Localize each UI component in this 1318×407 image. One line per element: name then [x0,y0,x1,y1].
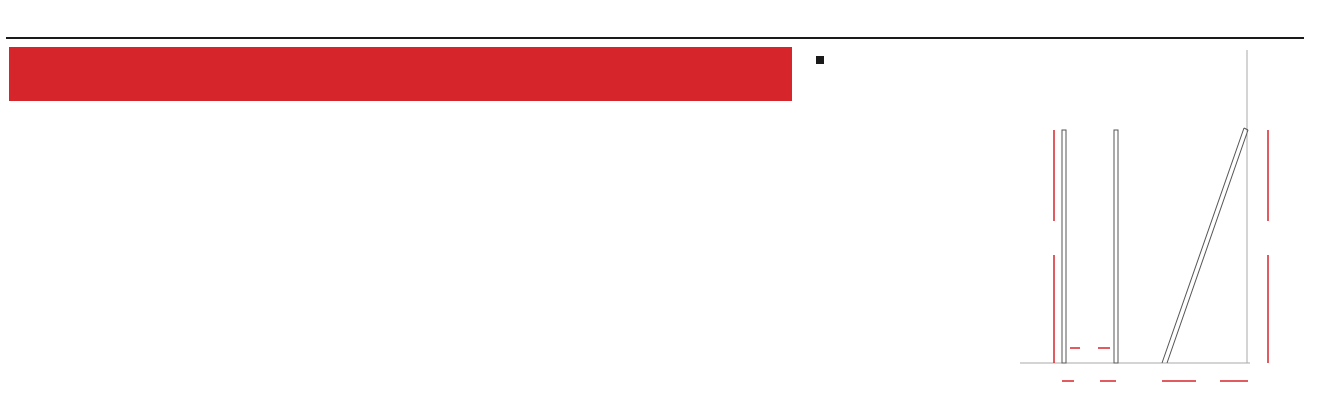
header-c [614,47,675,101]
title-underline [6,37,1304,39]
ladder-diagram [1010,45,1310,402]
black-square-icon [816,56,824,64]
ladder-front-view [1062,130,1118,363]
header-a [492,47,553,101]
header-e [737,47,792,101]
header-rungs [85,47,213,101]
header-item [9,47,85,101]
header-b [553,47,614,101]
ladder-side-view [1162,128,1248,363]
specifications-table [9,47,792,101]
ladder-drawing [1010,45,1310,402]
header-d [675,47,737,101]
header-weight [213,47,328,101]
header-upright-section [328,47,492,101]
anchoring-legend [816,52,833,68]
table-header-row [9,47,792,101]
